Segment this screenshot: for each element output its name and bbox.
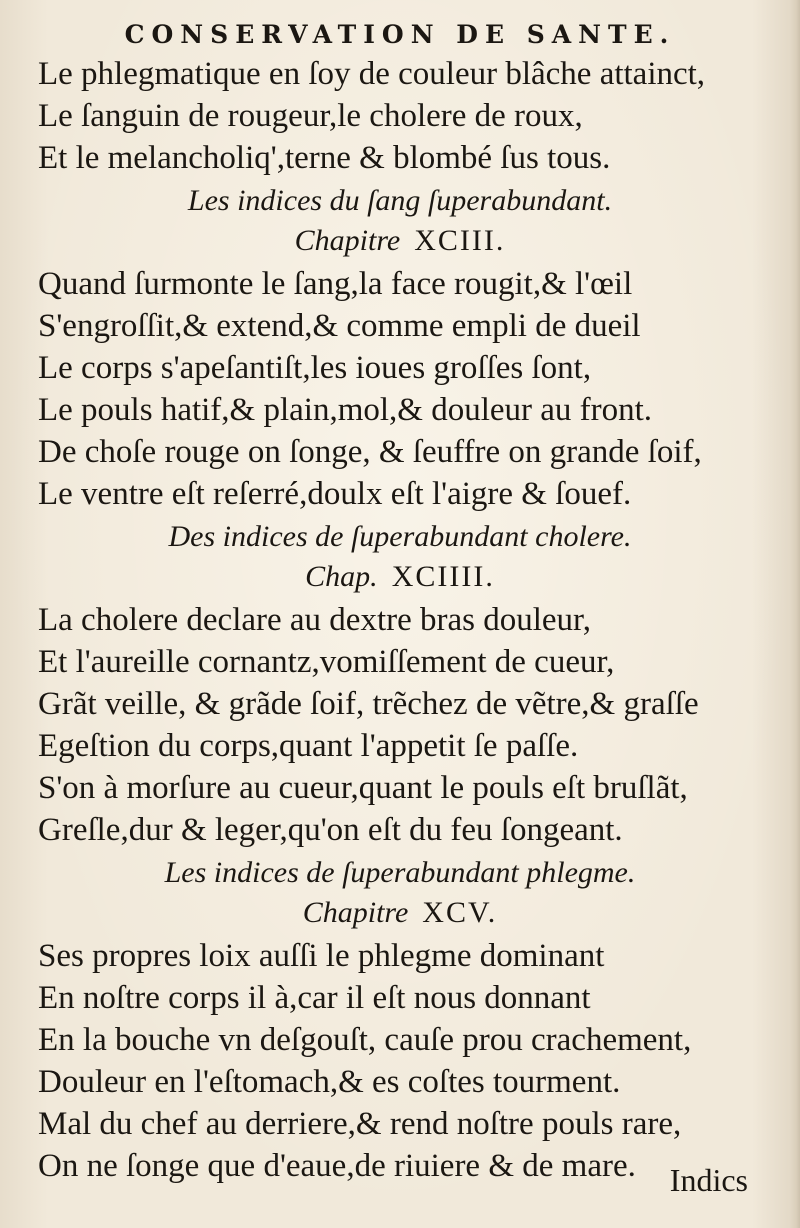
section-heading: Des indices de ſuperabundant cholere. <box>168 520 632 553</box>
verse-line: S'on à morſure au cueur,quant le pouls eſt bruſlãt, <box>38 770 688 806</box>
verse-line: Egeſtion du corps,quant l'appetit ſe paſſe. <box>38 728 579 764</box>
chapter-label: Chapitre <box>302 896 409 929</box>
catchword: Indics <box>669 1162 748 1198</box>
chapter-label: Chapitre <box>294 224 401 257</box>
verse-line: Grãt veille, & grãde ſoif, trẽchez de vẽtre,& graſſe <box>38 686 699 722</box>
verse-line: En la bouche vn deſgouſt, cauſe prou crachement, <box>38 1022 692 1058</box>
verse-line: S'engroſſit,& extend,& comme empli de dueil <box>38 308 641 344</box>
verse-line: Et le melancholiq',terne & blombé ſus tous. <box>38 140 611 176</box>
verse-line: Et l'aureille cornantz,vomiſſement de cueur, <box>38 644 615 680</box>
chapter-roman: XCV. <box>422 896 498 929</box>
verse-line: Le corps s'apeſantiſt,les ioues groſſes ſont, <box>38 350 592 386</box>
verse-line: Le ventre eſt reſerré,doulx eſt l'aigre & ſouef. <box>38 476 632 512</box>
chapter-roman: XCIII. <box>414 224 506 257</box>
chapter-roman: XCIIII. <box>391 560 495 593</box>
chapter-number <box>0 559 800 595</box>
running-head: CONSERVATION DE SANTE. <box>124 20 676 49</box>
section-heading: Les indices de ſuperabundant phlegme. <box>164 856 636 889</box>
verse-line: Quand ſurmonte le ſang,la face rougit,& l'œil <box>38 266 633 302</box>
verse-line: Douleur en l'eſtomach,& es coſtes tourment. <box>38 1064 621 1100</box>
verse-line: Le pouls hatif,& plain,mol,& douleur au front. <box>38 392 653 428</box>
verse-line: En noſtre corps il à,car il eſt nous donnant <box>38 980 591 1016</box>
verse-line: Le phlegmatique en ſoy de couleur blâche attainct, <box>38 56 706 92</box>
verse-line: Mal du chef au derriere,& rend noſtre pouls rare, <box>38 1106 682 1142</box>
chapter-number <box>0 895 800 931</box>
verse-line: De choſe rouge on ſonge, & ſeuffre on grande ſoif, <box>38 434 702 470</box>
verse-line: Greſle,dur & leger,qu'on eſt du feu ſongeant. <box>38 812 623 848</box>
section-heading: Les indices du ſang ſuperabundant. <box>187 184 613 217</box>
verse-line: On ne ſonge que d'eaue,de riuiere & de mare. <box>38 1148 636 1184</box>
chapter-number <box>0 223 800 259</box>
chapter-label: Chap. <box>305 560 378 593</box>
verse-line: Ses propres loix auſſi le phlegme dominant <box>38 938 605 974</box>
verse-line: Le ſanguin de rougeur,le cholere de roux, <box>38 98 583 134</box>
verse-line: La cholere declare au dextre bras douleur, <box>38 602 591 638</box>
